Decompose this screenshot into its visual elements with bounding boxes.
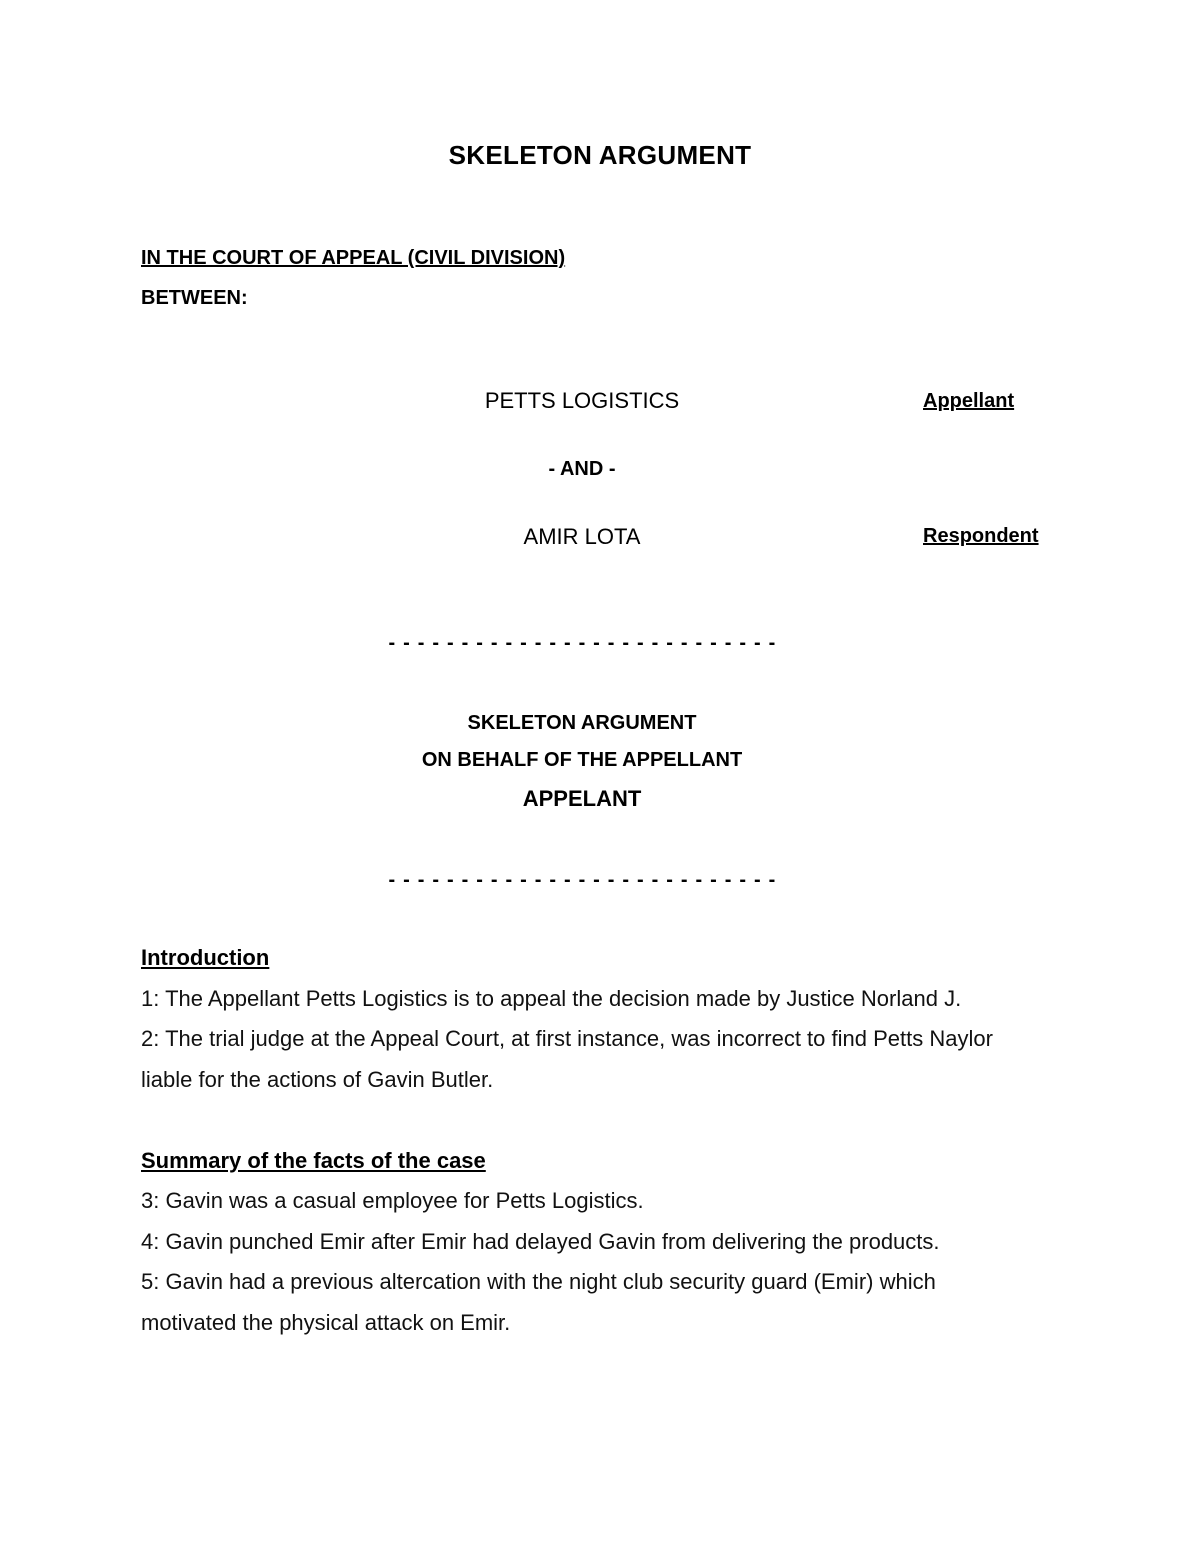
appellant-name: PETTS LOGISTICS: [484, 388, 680, 413]
paragraph-4: 4: Gavin punched Emir after Emir had delayed Gavin from delivering the products.: [141, 1229, 940, 1254]
paragraph-3: 3: Gavin was a casual employee for Petts Logistics.: [141, 1188, 644, 1213]
court-heading: IN THE COURT OF APPEAL (CIVIL DIVISION): [141, 247, 566, 269]
subtitle-line-2: ON BEHALF OF THE APPELLANT: [421, 749, 743, 771]
facts-heading: Summary of the facts of the case: [141, 1148, 486, 1173]
subtitle-line-3: APPELANT: [522, 786, 642, 811]
document-title: SKELETON ARGUMENT: [448, 140, 752, 170]
paragraph-2-line-2: liable for the actions of Gavin Butler.: [141, 1067, 494, 1092]
respondent-role: Respondent: [923, 525, 1039, 547]
respondent-name: AMIR LOTA: [523, 524, 641, 549]
divider-top: - - - - - - - - - - - - - - - - - - - - - - - - - - -: [388, 632, 777, 654]
divider-bottom: - - - - - - - - - - - - - - - - - - - - - - - - - - -: [388, 869, 777, 891]
paragraph-5-line-1: 5: Gavin had a previous altercation with the night club security guard (Emir) which: [141, 1269, 936, 1294]
party-separator: - AND -: [548, 458, 616, 480]
subtitle-line-1: SKELETON ARGUMENT: [467, 712, 697, 734]
introduction-heading: Introduction: [141, 945, 270, 970]
paragraph-5-line-2: motivated the physical attack on Emir.: [141, 1310, 511, 1335]
appellant-role: Appellant: [923, 390, 1015, 412]
between-label: BETWEEN:: [141, 287, 248, 309]
paragraph-2-line-1: 2: The trial judge at the Appeal Court, at first instance, was incorrect to find Petts Naylor: [141, 1026, 993, 1051]
paragraph-1: 1: The Appellant Petts Logistics is to appeal the decision made by Justice Norland J.: [141, 986, 962, 1011]
